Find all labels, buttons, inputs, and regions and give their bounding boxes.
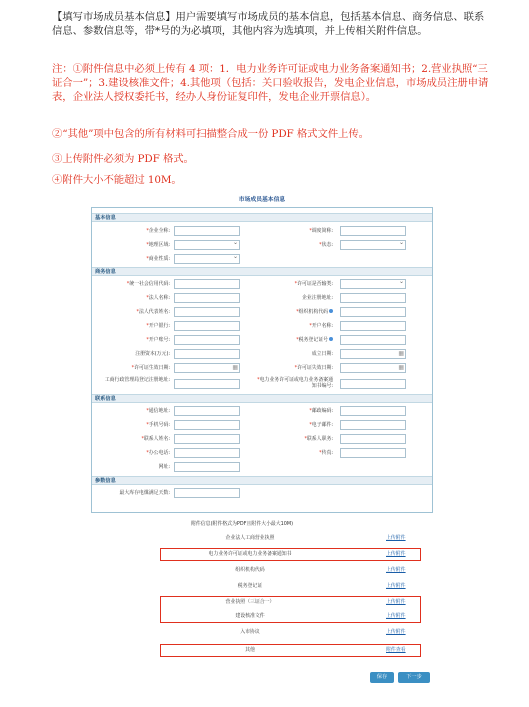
label-credit-code: 统一社会信用代码: [129, 281, 170, 287]
form-screenshot [91, 190, 433, 687]
status-select[interactable] [340, 240, 406, 250]
upload-link[interactable]: 上传附件 [386, 613, 406, 619]
upload-link[interactable]: 上传附件 [386, 551, 406, 557]
label-fax: 传真: [321, 450, 333, 456]
postcode-input[interactable] [340, 406, 406, 416]
form-row: *统一社会信用代码: *许可证是否输类: ⌄ [92, 278, 432, 292]
attachment-row [160, 580, 421, 592]
upload-link[interactable]: 上传附件 [386, 629, 406, 635]
label-established: 成立日期: [311, 351, 333, 357]
upload-link[interactable]: 上传附件 [386, 567, 406, 573]
attachment-name: 其他 [245, 647, 255, 653]
legal-name-input[interactable] [174, 293, 240, 303]
section-contact: 联系信息 [92, 394, 432, 403]
note-paragraph: 注：①附件信息中必须上传有 4 项：1．电力业务许可证或电力业务备案通知书；2.营业执照“三证合一”；3.建设核准文件；4.其他项（包括：关口验收报告，发电企业信息，市场成员注册申请表，企业法人授权委托书，经办人身份证复印件，发电企业开票信息）。 [52, 63, 489, 103]
view-attachment-link[interactable]: 附件查看 [386, 647, 406, 653]
intro-paragraph: 【填写市场成员基本信息】用户需要填写市场成员的基本信息，包括基本信息、商务信息、联系信息、参数信息等，带*号的为必填项，其他内容为选填项，并上传相关附件信息。 [52, 11, 485, 37]
label-biz-reg-no: 工商行政管理局登记注册地址: [104, 377, 170, 383]
legal-rep-input[interactable] [174, 307, 240, 317]
form-row: *企业全称: *调度简称: [92, 225, 432, 239]
label-legal-rep: 法人代表姓名: [139, 309, 170, 315]
attachment-panel [160, 520, 421, 666]
label-max-days: 最大库存电煤满足天数: [119, 490, 170, 496]
attachment-name: 税务登记证 [237, 583, 263, 589]
form-row: *办公电话: *传真: [92, 447, 432, 461]
contact-title-input[interactable] [340, 434, 406, 444]
info-icon[interactable] [329, 337, 333, 341]
label-office-phone: 办公电话: [148, 450, 170, 456]
form-row: *开户账号: *税务登记证号 [92, 334, 432, 348]
license-type-select[interactable] [340, 279, 406, 289]
email-input[interactable] [340, 420, 406, 430]
attachment-title: 附件信息(附件格式为PDF且附件大小最大10M) [191, 521, 294, 527]
form-row: *开户银行: *开户名称: [92, 320, 432, 334]
label-company-name: 企业全称: [148, 228, 170, 234]
established-date-input[interactable] [340, 349, 406, 359]
label-account-no: 开户账号: [148, 337, 170, 343]
mail-address-input[interactable] [174, 406, 240, 416]
note-size: ④附件大小不能超过 10M。 [52, 174, 182, 186]
attachment-row [160, 626, 421, 638]
form-row [92, 348, 432, 362]
account-name-input[interactable] [340, 321, 406, 331]
section-business: 商务信息 [92, 267, 432, 276]
label-license-start: 许可证生效日期: [134, 365, 170, 371]
label-reg-capital: 注册资本(万元): [135, 351, 170, 357]
save-button[interactable]: 保存 [370, 672, 394, 683]
highlight-box [160, 596, 421, 623]
label-reg-address: 企业注册地址: [302, 295, 333, 301]
power-license-no-input[interactable] [340, 379, 406, 389]
form-row: *地理区域: ⌄ *状态: ⌄ [92, 239, 432, 253]
attachment-name: 入市协议 [240, 629, 260, 635]
label-industry: 商业性质: [148, 256, 170, 262]
label-website: 网址: [158, 464, 170, 470]
attachment-name: 营业执照（三证合一） [225, 599, 275, 605]
form-row: 工商行政管理局登记注册地址: *电力业务许可证或电力业务备案通知书编号: [92, 376, 432, 392]
form-row [92, 487, 432, 501]
company-name-input[interactable] [174, 226, 240, 236]
section-basic: 基本信息 [92, 213, 432, 222]
next-button[interactable]: 下一步 [398, 672, 430, 683]
attachment-name: 企业法人工商营业执照 [225, 535, 275, 541]
max-days-input[interactable] [174, 488, 240, 498]
section-params: 参数信息 [92, 476, 432, 485]
credit-code-input[interactable] [174, 279, 240, 289]
attachment-name: 组织机构代码 [235, 567, 265, 573]
office-phone-input[interactable] [174, 448, 240, 458]
label-email: 电子邮件: [311, 422, 333, 428]
account-no-input[interactable] [174, 335, 240, 345]
label-status: 状态: [321, 242, 333, 248]
bank-input[interactable] [174, 321, 240, 331]
tax-no-input[interactable] [340, 335, 406, 345]
region-select[interactable] [174, 240, 240, 250]
attachment-name: 建设核准文件 [235, 613, 265, 619]
note-pdf: ③上传附件必须为 PDF 格式。 [52, 153, 194, 165]
mobile-input[interactable] [174, 420, 240, 430]
highlight-box [160, 644, 421, 657]
form-row [92, 461, 432, 475]
attachment-row [160, 564, 421, 576]
form-row: *商业性质: ⌄ [92, 253, 432, 267]
label-tax-no: 税务登记证号 [298, 337, 328, 343]
form-row: *通信地址: *邮政编码: [92, 405, 432, 419]
label-contact-title: 联系人职务: [306, 436, 333, 442]
dispatch-name-input[interactable] [340, 226, 406, 236]
license-start-date-input[interactable] [174, 363, 240, 373]
label-dispatch-name: 调度简称: [311, 228, 333, 234]
industry-select[interactable] [174, 254, 240, 264]
website-input[interactable] [174, 462, 240, 472]
upload-link[interactable]: 上传附件 [386, 535, 406, 541]
label-region: 地理区域: [148, 242, 170, 248]
contact-name-input[interactable] [174, 434, 240, 444]
label-mail-address: 通信地址: [148, 408, 170, 414]
upload-link[interactable]: 上传附件 [386, 583, 406, 589]
license-end-date-input[interactable] [340, 363, 406, 373]
form-row: *法人代表姓名: *组织机构代码 [92, 306, 432, 320]
label-account-name: 开户名称: [311, 323, 333, 329]
attachment-row [160, 532, 421, 544]
form-row: *手机号码: *电子邮件: [92, 419, 432, 433]
org-code-input[interactable] [340, 307, 406, 317]
label-power-license-no: 电力业务许可证或电力业务备案通知书编号: [259, 377, 333, 389]
form-row: *许可证生效日期: ▦ *许可证失效日期: ▦ [92, 362, 432, 376]
attachment-name: 电力业务许可证或电力业务备案通知书 [208, 551, 292, 557]
label-mobile: 手机号码: [148, 422, 170, 428]
upload-link[interactable]: 上传附件 [386, 599, 406, 605]
reg-address-input[interactable] [340, 293, 406, 303]
label-legal-name: 法人名称: [148, 295, 170, 301]
label-postcode: 邮政编码: [311, 408, 333, 414]
note-other: ②“其他”项中包含的所有材料可扫描整合成一份 PDF 格式文件上传。 [52, 128, 369, 140]
fax-input[interactable] [340, 448, 406, 458]
form-title: 市场成员基本信息 [238, 197, 286, 203]
highlight-box [160, 548, 421, 561]
label-license-type: 许可证是否输类: [297, 281, 333, 287]
member-form [91, 207, 433, 513]
reg-capital-input[interactable] [174, 349, 240, 359]
label-bank: 开户银行: [148, 323, 170, 329]
label-org-code: 组织机构代码 [298, 309, 328, 315]
info-icon[interactable] [329, 309, 333, 313]
label-contact-name: 联系人姓名: [143, 436, 170, 442]
form-row: *法人名称: 企业注册地址: [92, 292, 432, 306]
form-row: *联系人姓名: *联系人职务: [92, 433, 432, 447]
biz-reg-no-input[interactable] [174, 379, 240, 389]
label-license-end: 许可证失效日期: [297, 365, 333, 371]
